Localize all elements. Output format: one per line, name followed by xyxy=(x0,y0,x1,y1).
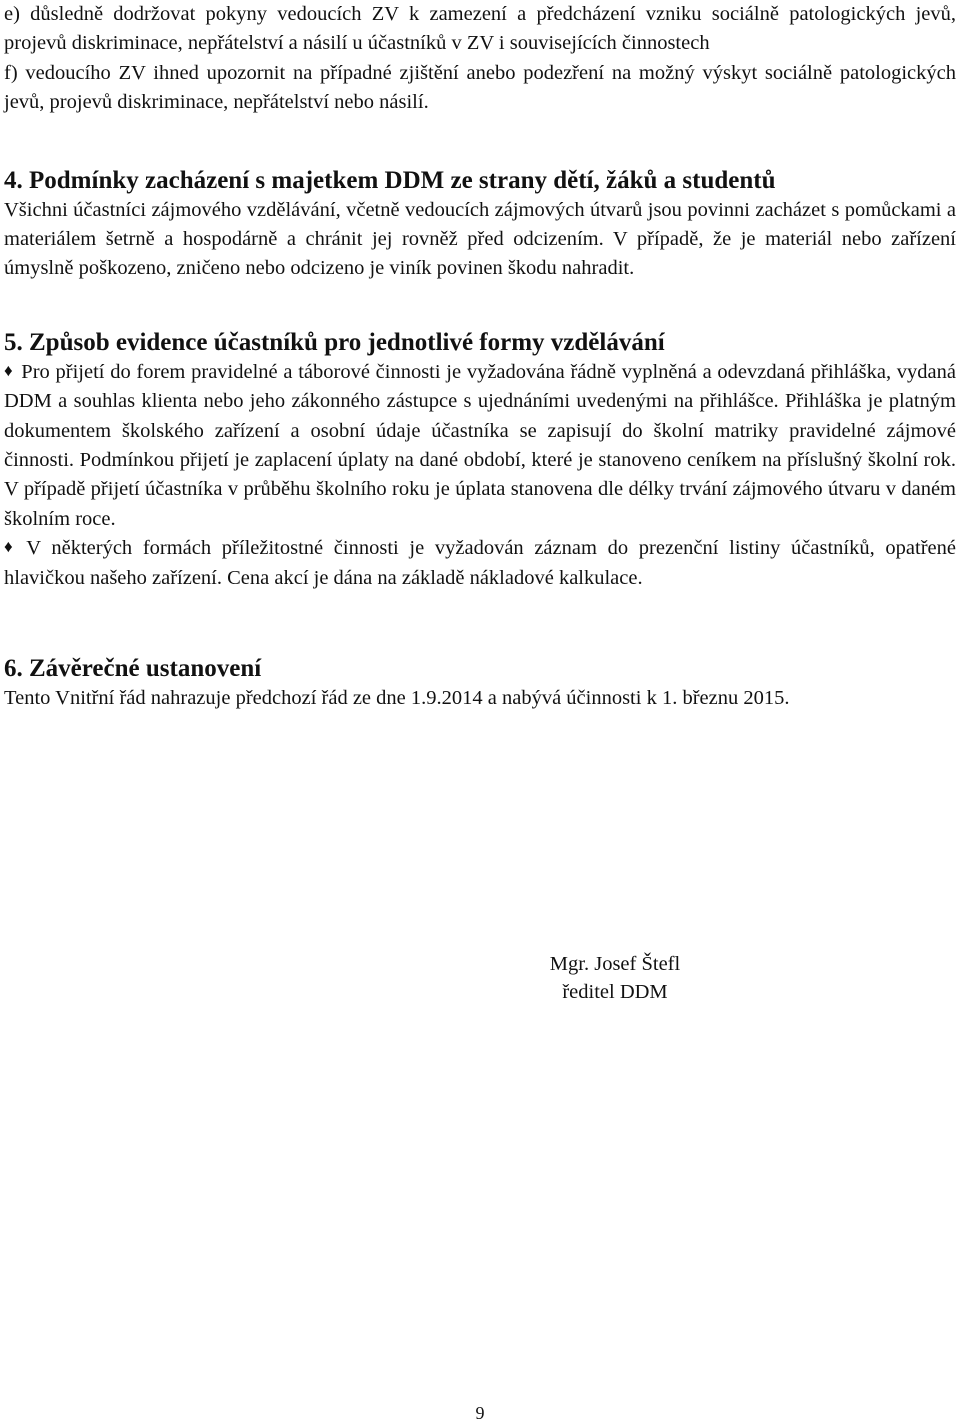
section-5-bullet-2 xyxy=(4,534,956,593)
signature-role: ředitel DDM xyxy=(562,981,668,1003)
diamond-bullet-icon: ♦ xyxy=(4,537,19,557)
intro-item-f: f) vedoucího ZV ihned upozornit na případné zjištění anebo podezření na možný výskyt sociálně patologických jevů, projevů diskriminace, nepřátelství nebo násilí. xyxy=(4,61,956,114)
section-6-heading: 6. Závěrečné ustanovení xyxy=(4,655,262,683)
signature-block xyxy=(520,950,710,1006)
section-4-text: Všichni účastníci zájmového vzdělávání, včetně vedoucích zájmových útvarů jsou povinni zacházet s pomůckami a materiálem šetrně a hospodárně a chránit jej rovněž před odcizením. V případě, že je materiál nebo zařízení úmyslně poškozeno, zničeno nebo odcizeno je viník povinen škodu nahradit. xyxy=(4,198,956,280)
intro-item-e: e) důsledně dodržovat pokyny vedoucích ZV k zamezení a předcházení vzniku sociálně patologických jevů, projevů diskriminace, nepřátelství a násilí u účastníků v ZV i souvisejících činnostech xyxy=(4,3,956,55)
signature-name: Mgr. Josef Štefl xyxy=(549,953,681,975)
diamond-bullet-icon: ♦ xyxy=(4,360,14,380)
document-page xyxy=(4,0,956,714)
section-5-heading: 5. Způsob evidence účastníků pro jednotlivé formy vzdělávání xyxy=(4,328,665,356)
section-5-bullet-2-text: V některých formách příležitostné činnosti je vyžadován záznam do prezenční listiny účastníků, opatřené hlavičkou našeho zařízení. Cena akcí je dána na základě nákladové kalkulace. xyxy=(4,537,956,589)
section-4-heading: 4. Podmínky zacházení s majetkem DDM ze strany dětí, žáků a studentů xyxy=(4,166,776,194)
section-6-text: Tento Vnitřní řád nahrazuje předchozí řád ze dne 1.9.2014 a nabývá účinnosti k 1. březnu 2015. xyxy=(4,687,790,710)
section-5-bullet-1 xyxy=(4,358,956,534)
page-number: 9 xyxy=(475,1403,485,1423)
section-5-bullet-1-text: Pro přijetí do forem pravidelné a táborové činnosti je vyžadována řádně vyplněná a odevzdaná přihláška, vydaná DDM a souhlas klienta nebo jeho zákonného zástupce s ujednáními uvedenými na přihlášce. Přihláška je platným dokumentem školského zařízení a osobní údaje účastníka se zapisují do školní matriky pravidelné zájmové činnosti. Podmínkou přijetí je zaplacení úplaty na dané období, které je stanoveno ceníkem na příslušný školní rok. V případě přijetí účastníka v průběhu školního roku je úplata stanovena dle délky trvání zájmového útvaru v daném školním roce. xyxy=(4,360,956,530)
